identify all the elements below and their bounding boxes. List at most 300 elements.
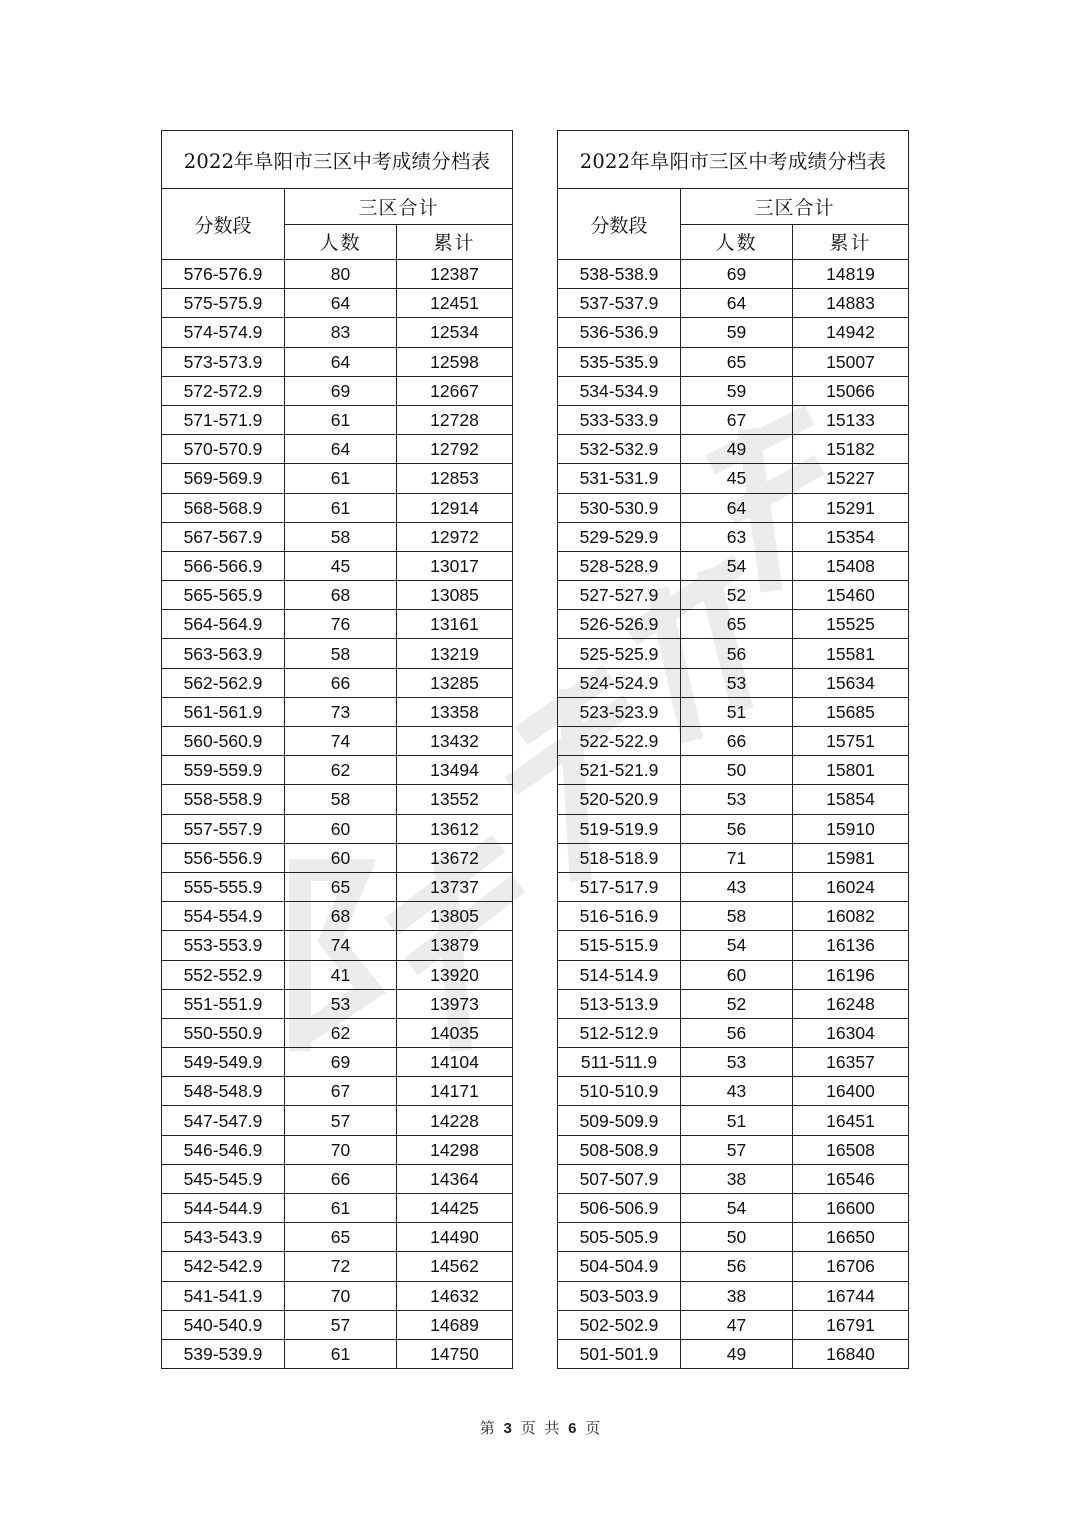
count-cell: 59 (681, 318, 793, 347)
score-range-cell: 568-568.9 (162, 493, 285, 522)
count-cell: 64 (285, 347, 397, 376)
count-cell: 61 (285, 1194, 397, 1223)
count-cell: 49 (681, 435, 793, 464)
count-cell: 66 (681, 727, 793, 756)
table-row (558, 843, 909, 872)
cumulative-cell: 14883 (793, 289, 909, 318)
cumulative-cell: 12451 (397, 289, 513, 318)
cumulative-cell: 12667 (397, 376, 513, 405)
score-range-cell: 504-504.9 (558, 1252, 681, 1281)
score-range-cell: 535-535.9 (558, 347, 681, 376)
table-row (162, 464, 513, 493)
count-cell: 69 (681, 260, 793, 289)
table-row (162, 872, 513, 901)
count-cell: 52 (681, 989, 793, 1018)
table-row (558, 668, 909, 697)
cumulative-cell: 13432 (397, 727, 513, 756)
cumulative-cell: 14228 (397, 1106, 513, 1135)
table-row (558, 1164, 909, 1193)
table-row (558, 1310, 909, 1339)
cumulative-cell: 14689 (397, 1310, 513, 1339)
table-row (162, 668, 513, 697)
score-range-cell: 536-536.9 (558, 318, 681, 347)
cumulative-cell: 15751 (793, 727, 909, 756)
cumulative-cell: 12534 (397, 318, 513, 347)
count-cell: 80 (285, 260, 397, 289)
score-range-cell: 574-574.9 (162, 318, 285, 347)
table-row (558, 902, 909, 931)
score-range-cell: 554-554.9 (162, 902, 285, 931)
cumulative-cell: 14425 (397, 1194, 513, 1223)
table-row (558, 1106, 909, 1135)
table-row (162, 756, 513, 785)
score-range-cell: 527-527.9 (558, 581, 681, 610)
cumulative-cell: 15981 (793, 843, 909, 872)
count-cell: 61 (285, 493, 397, 522)
cumulative-cell: 15227 (793, 464, 909, 493)
count-cell: 56 (681, 814, 793, 843)
table-row (558, 1135, 909, 1164)
count-cell: 58 (285, 639, 397, 668)
table-row (558, 872, 909, 901)
score-range-cell: 541-541.9 (162, 1281, 285, 1310)
cumulative-cell: 12387 (397, 260, 513, 289)
cumulative-cell: 16357 (793, 1048, 909, 1077)
score-range-cell: 567-567.9 (162, 522, 285, 551)
table-row (162, 347, 513, 376)
cumulative-cell: 16791 (793, 1310, 909, 1339)
cumulative-cell: 16400 (793, 1077, 909, 1106)
cumulative-cell: 13085 (397, 581, 513, 610)
score-range-cell: 571-571.9 (162, 405, 285, 434)
count-cell: 69 (285, 376, 397, 405)
score-range-cell: 561-561.9 (162, 697, 285, 726)
cumulative-cell: 15133 (793, 405, 909, 434)
score-range-cell: 558-558.9 (162, 785, 285, 814)
score-range-cell: 514-514.9 (558, 960, 681, 989)
count-cell: 67 (285, 1077, 397, 1106)
score-range-cell: 547-547.9 (162, 1106, 285, 1135)
cumulative-cell: 15634 (793, 668, 909, 697)
score-range-cell: 557-557.9 (162, 814, 285, 843)
table-row (162, 989, 513, 1018)
score-range-cell: 570-570.9 (162, 435, 285, 464)
count-cell: 60 (285, 814, 397, 843)
footer-total-pages: 6 (568, 1420, 577, 1437)
score-range-cell: 556-556.9 (162, 843, 285, 872)
score-range-cell: 533-533.9 (558, 405, 681, 434)
count-cell: 65 (681, 347, 793, 376)
cumulative-cell: 13805 (397, 902, 513, 931)
table-row (558, 727, 909, 756)
score-range-cell: 512-512.9 (558, 1018, 681, 1047)
count-cell: 76 (285, 610, 397, 639)
count-cell: 73 (285, 697, 397, 726)
cumulative-cell: 13973 (397, 989, 513, 1018)
score-range-cell: 532-532.9 (558, 435, 681, 464)
score-range-cell: 559-559.9 (162, 756, 285, 785)
table-row (558, 1223, 909, 1252)
score-range-cell: 524-524.9 (558, 668, 681, 697)
score-range-cell: 529-529.9 (558, 522, 681, 551)
count-cell: 70 (285, 1281, 397, 1310)
count-cell: 64 (681, 493, 793, 522)
cumulative-cell: 14298 (397, 1135, 513, 1164)
count-cell: 61 (285, 405, 397, 434)
table-row (162, 376, 513, 405)
count-cell: 61 (285, 1339, 397, 1368)
score-range-cell: 502-502.9 (558, 1310, 681, 1339)
count-cell: 59 (681, 376, 793, 405)
count-cell: 62 (285, 756, 397, 785)
table-row (558, 785, 909, 814)
score-range-cell: 551-551.9 (162, 989, 285, 1018)
cumulative-cell: 13879 (397, 931, 513, 960)
count-cell: 57 (285, 1106, 397, 1135)
score-range-cell: 553-553.9 (162, 931, 285, 960)
score-range-cell: 542-542.9 (162, 1252, 285, 1281)
score-range-cell: 575-575.9 (162, 289, 285, 318)
count-cell: 68 (285, 902, 397, 931)
count-cell: 70 (285, 1135, 397, 1164)
count-cell: 83 (285, 318, 397, 347)
table-row (162, 902, 513, 931)
count-cell: 54 (681, 1194, 793, 1223)
score-range-cell: 513-513.9 (558, 989, 681, 1018)
count-cell: 51 (681, 1106, 793, 1135)
table-row (558, 289, 909, 318)
footer-prefix: 第 (479, 1419, 495, 1437)
cumulative-cell: 13552 (397, 785, 513, 814)
table-row (558, 1281, 909, 1310)
score-range-cell: 539-539.9 (162, 1339, 285, 1368)
score-range-cell: 569-569.9 (162, 464, 285, 493)
header-three-district-total: 三区合计 (285, 189, 513, 225)
score-range-cell: 534-534.9 (558, 376, 681, 405)
count-cell: 45 (285, 551, 397, 580)
table-row (162, 639, 513, 668)
cumulative-cell: 13672 (397, 843, 513, 872)
header-score-range: 分数段 (558, 189, 681, 260)
cumulative-cell: 12598 (397, 347, 513, 376)
cumulative-cell: 13161 (397, 610, 513, 639)
table-row (162, 1310, 513, 1339)
count-cell: 68 (285, 581, 397, 610)
score-range-cell: 563-563.9 (162, 639, 285, 668)
table-row (162, 405, 513, 434)
table-row (558, 318, 909, 347)
score-range-cell: 517-517.9 (558, 872, 681, 901)
header-count: 人数 (285, 224, 397, 260)
cumulative-cell: 16650 (793, 1223, 909, 1252)
count-cell: 53 (681, 668, 793, 697)
cumulative-cell: 12853 (397, 464, 513, 493)
table-row (162, 1252, 513, 1281)
footer-middle: 页 共 (520, 1419, 560, 1437)
table-row (162, 1164, 513, 1193)
score-range-cell: 546-546.9 (162, 1135, 285, 1164)
count-cell: 53 (681, 1048, 793, 1077)
cumulative-cell: 14035 (397, 1018, 513, 1047)
count-cell: 58 (285, 785, 397, 814)
table-row (558, 522, 909, 551)
score-range-cell: 543-543.9 (162, 1223, 285, 1252)
table-row (558, 756, 909, 785)
score-range-cell: 564-564.9 (162, 610, 285, 639)
count-cell: 60 (681, 960, 793, 989)
count-cell: 58 (681, 902, 793, 931)
score-range-cell: 515-515.9 (558, 931, 681, 960)
count-cell: 57 (285, 1310, 397, 1339)
cumulative-cell: 15854 (793, 785, 909, 814)
score-range-cell: 501-501.9 (558, 1339, 681, 1368)
table-row (162, 1106, 513, 1135)
score-range-cell: 550-550.9 (162, 1018, 285, 1047)
count-cell: 54 (681, 931, 793, 960)
cumulative-cell: 16136 (793, 931, 909, 960)
table-row (162, 1281, 513, 1310)
table-row (162, 843, 513, 872)
score-range-cell: 538-538.9 (558, 260, 681, 289)
cumulative-cell: 15525 (793, 610, 909, 639)
count-cell: 62 (285, 1018, 397, 1047)
count-cell: 58 (285, 522, 397, 551)
count-cell: 41 (285, 960, 397, 989)
count-cell: 38 (681, 1164, 793, 1193)
score-range-cell: 530-530.9 (558, 493, 681, 522)
table-row (558, 551, 909, 580)
table-row (558, 1048, 909, 1077)
cumulative-cell: 13358 (397, 697, 513, 726)
table-row (162, 1339, 513, 1368)
score-range-cell: 516-516.9 (558, 902, 681, 931)
table-row (162, 1018, 513, 1047)
cumulative-cell: 14632 (397, 1281, 513, 1310)
table-row (162, 260, 513, 289)
count-cell: 64 (285, 289, 397, 318)
count-cell: 56 (681, 1018, 793, 1047)
count-cell: 65 (285, 1223, 397, 1252)
table-row (558, 347, 909, 376)
count-cell: 74 (285, 931, 397, 960)
score-range-cell: 522-522.9 (558, 727, 681, 756)
cumulative-cell: 14942 (793, 318, 909, 347)
table-title: 2022年阜阳市三区中考成绩分档表 (162, 131, 513, 189)
cumulative-cell: 16840 (793, 1339, 909, 1368)
score-range-cell: 555-555.9 (162, 872, 285, 901)
count-cell: 64 (285, 435, 397, 464)
count-cell: 67 (681, 405, 793, 434)
count-cell: 47 (681, 1310, 793, 1339)
score-range-cell: 519-519.9 (558, 814, 681, 843)
cumulative-cell: 13920 (397, 960, 513, 989)
table-row (558, 697, 909, 726)
score-range-cell: 510-510.9 (558, 1077, 681, 1106)
table-row (558, 1252, 909, 1281)
score-range-cell: 526-526.9 (558, 610, 681, 639)
cumulative-cell: 16082 (793, 902, 909, 931)
count-cell: 71 (681, 843, 793, 872)
cumulative-cell: 13285 (397, 668, 513, 697)
score-range-cell: 537-537.9 (558, 289, 681, 318)
cumulative-cell: 13494 (397, 756, 513, 785)
footer-suffix: 页 (585, 1419, 601, 1437)
cumulative-cell: 14562 (397, 1252, 513, 1281)
table-row (558, 581, 909, 610)
cumulative-cell: 13737 (397, 872, 513, 901)
table-row (162, 551, 513, 580)
cumulative-cell: 14750 (397, 1339, 513, 1368)
count-cell: 45 (681, 464, 793, 493)
cumulative-cell: 15581 (793, 639, 909, 668)
count-cell: 57 (681, 1135, 793, 1164)
count-cell: 66 (285, 1164, 397, 1193)
score-range-cell: 506-506.9 (558, 1194, 681, 1223)
score-range-cell: 507-507.9 (558, 1164, 681, 1193)
score-range-cell: 523-523.9 (558, 697, 681, 726)
footer-page-number: 3 (503, 1420, 512, 1437)
table-row (558, 989, 909, 1018)
table-row (162, 960, 513, 989)
table-row (162, 610, 513, 639)
count-cell: 65 (681, 610, 793, 639)
score-range-cell: 549-549.9 (162, 1048, 285, 1077)
score-range-cell: 572-572.9 (162, 376, 285, 405)
table-row (558, 610, 909, 639)
score-range-cell: 540-540.9 (162, 1310, 285, 1339)
cumulative-cell: 14104 (397, 1048, 513, 1077)
table-row (558, 639, 909, 668)
count-cell: 49 (681, 1339, 793, 1368)
score-range-cell: 560-560.9 (162, 727, 285, 756)
header-cumulative: 累计 (793, 224, 909, 260)
count-cell: 63 (681, 522, 793, 551)
cumulative-cell: 14490 (397, 1223, 513, 1252)
score-range-cell: 521-521.9 (558, 756, 681, 785)
score-range-cell: 552-552.9 (162, 960, 285, 989)
score-range-cell: 508-508.9 (558, 1135, 681, 1164)
table-row (162, 697, 513, 726)
count-cell: 74 (285, 727, 397, 756)
table-row (558, 493, 909, 522)
table-title: 2022年阜阳市三区中考成绩分档表 (558, 131, 909, 189)
cumulative-cell: 12792 (397, 435, 513, 464)
count-cell: 52 (681, 581, 793, 610)
count-cell: 66 (285, 668, 397, 697)
cumulative-cell: 15910 (793, 814, 909, 843)
table-row (558, 435, 909, 464)
cumulative-cell: 15408 (793, 551, 909, 580)
cumulative-cell: 12972 (397, 522, 513, 551)
table-row (162, 785, 513, 814)
count-cell: 56 (681, 639, 793, 668)
cumulative-cell: 14171 (397, 1077, 513, 1106)
header-count: 人数 (681, 224, 793, 260)
table-row (162, 1223, 513, 1252)
count-cell: 72 (285, 1252, 397, 1281)
cumulative-cell: 12728 (397, 405, 513, 434)
count-cell: 53 (285, 989, 397, 1018)
score-range-cell: 531-531.9 (558, 464, 681, 493)
cumulative-cell: 16304 (793, 1018, 909, 1047)
header-score-range: 分数段 (162, 189, 285, 260)
cumulative-cell: 14819 (793, 260, 909, 289)
score-table-right (557, 130, 908, 1369)
table-row (162, 1194, 513, 1223)
score-range-cell: 511-511.9 (558, 1048, 681, 1077)
cumulative-cell: 15007 (793, 347, 909, 376)
score-range-cell: 562-562.9 (162, 668, 285, 697)
count-cell: 43 (681, 872, 793, 901)
cumulative-cell: 13219 (397, 639, 513, 668)
table-row (558, 960, 909, 989)
table-row (162, 522, 513, 551)
cumulative-cell: 16600 (793, 1194, 909, 1223)
score-range-cell: 518-518.9 (558, 843, 681, 872)
cumulative-cell: 16451 (793, 1106, 909, 1135)
count-cell: 51 (681, 697, 793, 726)
cumulative-cell: 16196 (793, 960, 909, 989)
score-range-cell: 573-573.9 (162, 347, 285, 376)
table-row (558, 260, 909, 289)
score-range-cell: 509-509.9 (558, 1106, 681, 1135)
table-row (162, 289, 513, 318)
cumulative-cell: 13612 (397, 814, 513, 843)
score-range-cell: 576-576.9 (162, 260, 285, 289)
table-row (558, 376, 909, 405)
count-cell: 65 (285, 872, 397, 901)
count-cell: 50 (681, 1223, 793, 1252)
count-cell: 56 (681, 1252, 793, 1281)
table-row (162, 1077, 513, 1106)
cumulative-cell: 14364 (397, 1164, 513, 1193)
cumulative-cell: 15685 (793, 697, 909, 726)
table-row (162, 435, 513, 464)
count-cell: 69 (285, 1048, 397, 1077)
table-row (558, 464, 909, 493)
table-row (558, 405, 909, 434)
table-row (162, 318, 513, 347)
table-row (162, 493, 513, 522)
count-cell: 43 (681, 1077, 793, 1106)
cumulative-cell: 16508 (793, 1135, 909, 1164)
score-range-cell: 566-566.9 (162, 551, 285, 580)
cumulative-cell: 15066 (793, 376, 909, 405)
cumulative-cell: 16546 (793, 1164, 909, 1193)
header-three-district-total: 三区合计 (681, 189, 909, 225)
score-range-cell: 544-544.9 (162, 1194, 285, 1223)
table-row (162, 581, 513, 610)
table-row (162, 1135, 513, 1164)
score-range-cell: 548-548.9 (162, 1077, 285, 1106)
table-row (558, 1077, 909, 1106)
cumulative-cell: 15801 (793, 756, 909, 785)
cumulative-cell: 13017 (397, 551, 513, 580)
cumulative-cell: 16744 (793, 1281, 909, 1310)
table-row (162, 814, 513, 843)
header-cumulative: 累计 (397, 224, 513, 260)
cumulative-cell: 16248 (793, 989, 909, 1018)
table-row (558, 1339, 909, 1368)
score-range-cell: 528-528.9 (558, 551, 681, 580)
cumulative-cell: 12914 (397, 493, 513, 522)
cumulative-cell: 15354 (793, 522, 909, 551)
cumulative-cell: 15291 (793, 493, 909, 522)
score-table-left (161, 130, 512, 1369)
cumulative-cell: 15460 (793, 581, 909, 610)
table-row (558, 1018, 909, 1047)
table-row (558, 1194, 909, 1223)
